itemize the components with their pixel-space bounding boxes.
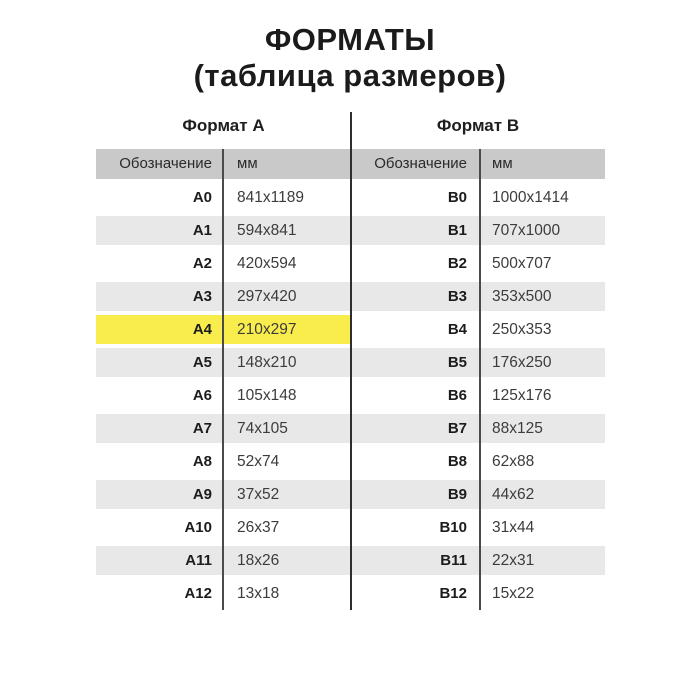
format-designation: A4 bbox=[192, 321, 212, 338]
format-designation: A3 bbox=[192, 288, 212, 305]
format-designation: B6 bbox=[447, 387, 467, 404]
format-size-mm: 44x62 bbox=[492, 486, 535, 503]
format-designation: B1 bbox=[447, 222, 467, 239]
format-size-mm: 105x148 bbox=[237, 387, 297, 404]
format-designation: A9 bbox=[192, 486, 212, 503]
column-header-designation-a: Обозначение bbox=[119, 155, 212, 172]
format-size-mm: 353x500 bbox=[492, 288, 552, 305]
table-header-half-b bbox=[351, 149, 605, 179]
format-designation: B0 bbox=[447, 189, 467, 206]
format-size-mm: 500x707 bbox=[492, 255, 552, 272]
format-size-mm: 210x297 bbox=[237, 321, 297, 338]
format-size-mm: 31x44 bbox=[492, 519, 535, 536]
format-designation: B7 bbox=[447, 420, 467, 437]
format-size-mm: 297x420 bbox=[237, 288, 297, 305]
row-half-format-b bbox=[351, 579, 605, 608]
row-half-format-b bbox=[351, 381, 605, 410]
row-half-format-b bbox=[351, 183, 605, 212]
format-designation: B3 bbox=[447, 288, 467, 305]
section-header-format-b: Формат B bbox=[436, 116, 520, 135]
row-half-format-b bbox=[351, 216, 605, 245]
format-size-mm: 18x26 bbox=[237, 552, 280, 569]
column-header-designation-b: Обозначение bbox=[374, 155, 467, 172]
format-size-mm: 62x88 bbox=[492, 453, 535, 470]
format-size-mm: 88x125 bbox=[492, 420, 543, 437]
row-half-format-b bbox=[351, 513, 605, 542]
row-half-format-b bbox=[351, 249, 605, 278]
format-designation: A6 bbox=[192, 387, 212, 404]
format-designation: A0 bbox=[192, 189, 212, 206]
format-designation: A10 bbox=[184, 519, 212, 536]
format-size-mm: 15x22 bbox=[492, 585, 535, 602]
divider-central bbox=[350, 112, 352, 610]
format-size-mm: 707x1000 bbox=[492, 222, 561, 239]
format-designation: B10 bbox=[439, 519, 467, 536]
column-header-mm-a: мм bbox=[237, 155, 258, 172]
format-designation: A5 bbox=[192, 354, 212, 371]
row-half-format-b bbox=[351, 480, 605, 509]
format-size-mm: 1000x1414 bbox=[492, 189, 569, 206]
page-title-line1: ФОРМАТЫ bbox=[264, 22, 436, 57]
format-size-mm: 125x176 bbox=[492, 387, 552, 404]
format-size-mm: 37x52 bbox=[237, 486, 280, 503]
format-size-mm: 148x210 bbox=[237, 354, 297, 371]
page-title bbox=[0, 22, 700, 94]
format-designation: A7 bbox=[192, 420, 212, 437]
format-designation: B5 bbox=[447, 354, 467, 371]
divider-inner-format-b bbox=[479, 149, 481, 610]
format-designation: A1 bbox=[192, 222, 212, 239]
format-designation: B9 bbox=[447, 486, 467, 503]
format-size-mm: 74x105 bbox=[237, 420, 288, 437]
format-size-mm: 250x353 bbox=[492, 321, 552, 338]
format-size-mm: 13x18 bbox=[237, 585, 280, 602]
format-size-mm: 176x250 bbox=[492, 354, 552, 371]
format-designation: A12 bbox=[184, 585, 212, 602]
format-designation: A8 bbox=[192, 453, 212, 470]
row-half-format-b bbox=[351, 282, 605, 311]
row-half-format-b bbox=[351, 315, 605, 344]
format-size-mm: 52x74 bbox=[237, 453, 280, 470]
section-header-format-a: Формат А bbox=[182, 116, 265, 135]
format-size-mm: 26x37 bbox=[237, 519, 280, 536]
format-size-mm: 594x841 bbox=[237, 222, 297, 239]
row-half-format-b bbox=[351, 546, 605, 575]
format-designation: B2 bbox=[447, 255, 467, 272]
format-designation: B11 bbox=[440, 552, 467, 569]
column-header-mm-b: мм bbox=[492, 155, 513, 172]
page-title-line2: (таблица размеров) bbox=[193, 58, 507, 93]
row-half-format-b bbox=[351, 447, 605, 476]
row-half-format-b bbox=[351, 348, 605, 377]
row-half-format-b bbox=[351, 414, 605, 443]
format-designation: B4 bbox=[447, 321, 467, 338]
format-designation: A2 bbox=[192, 255, 212, 272]
divider-inner-format-a bbox=[222, 149, 224, 610]
format-designation: A11 bbox=[185, 552, 212, 569]
format-designation: B12 bbox=[439, 585, 467, 602]
format-size-mm: 841x1189 bbox=[237, 189, 304, 206]
format-size-mm: 420x594 bbox=[237, 255, 297, 272]
format-designation: B8 bbox=[447, 453, 467, 470]
format-size-mm: 22x31 bbox=[492, 552, 535, 569]
